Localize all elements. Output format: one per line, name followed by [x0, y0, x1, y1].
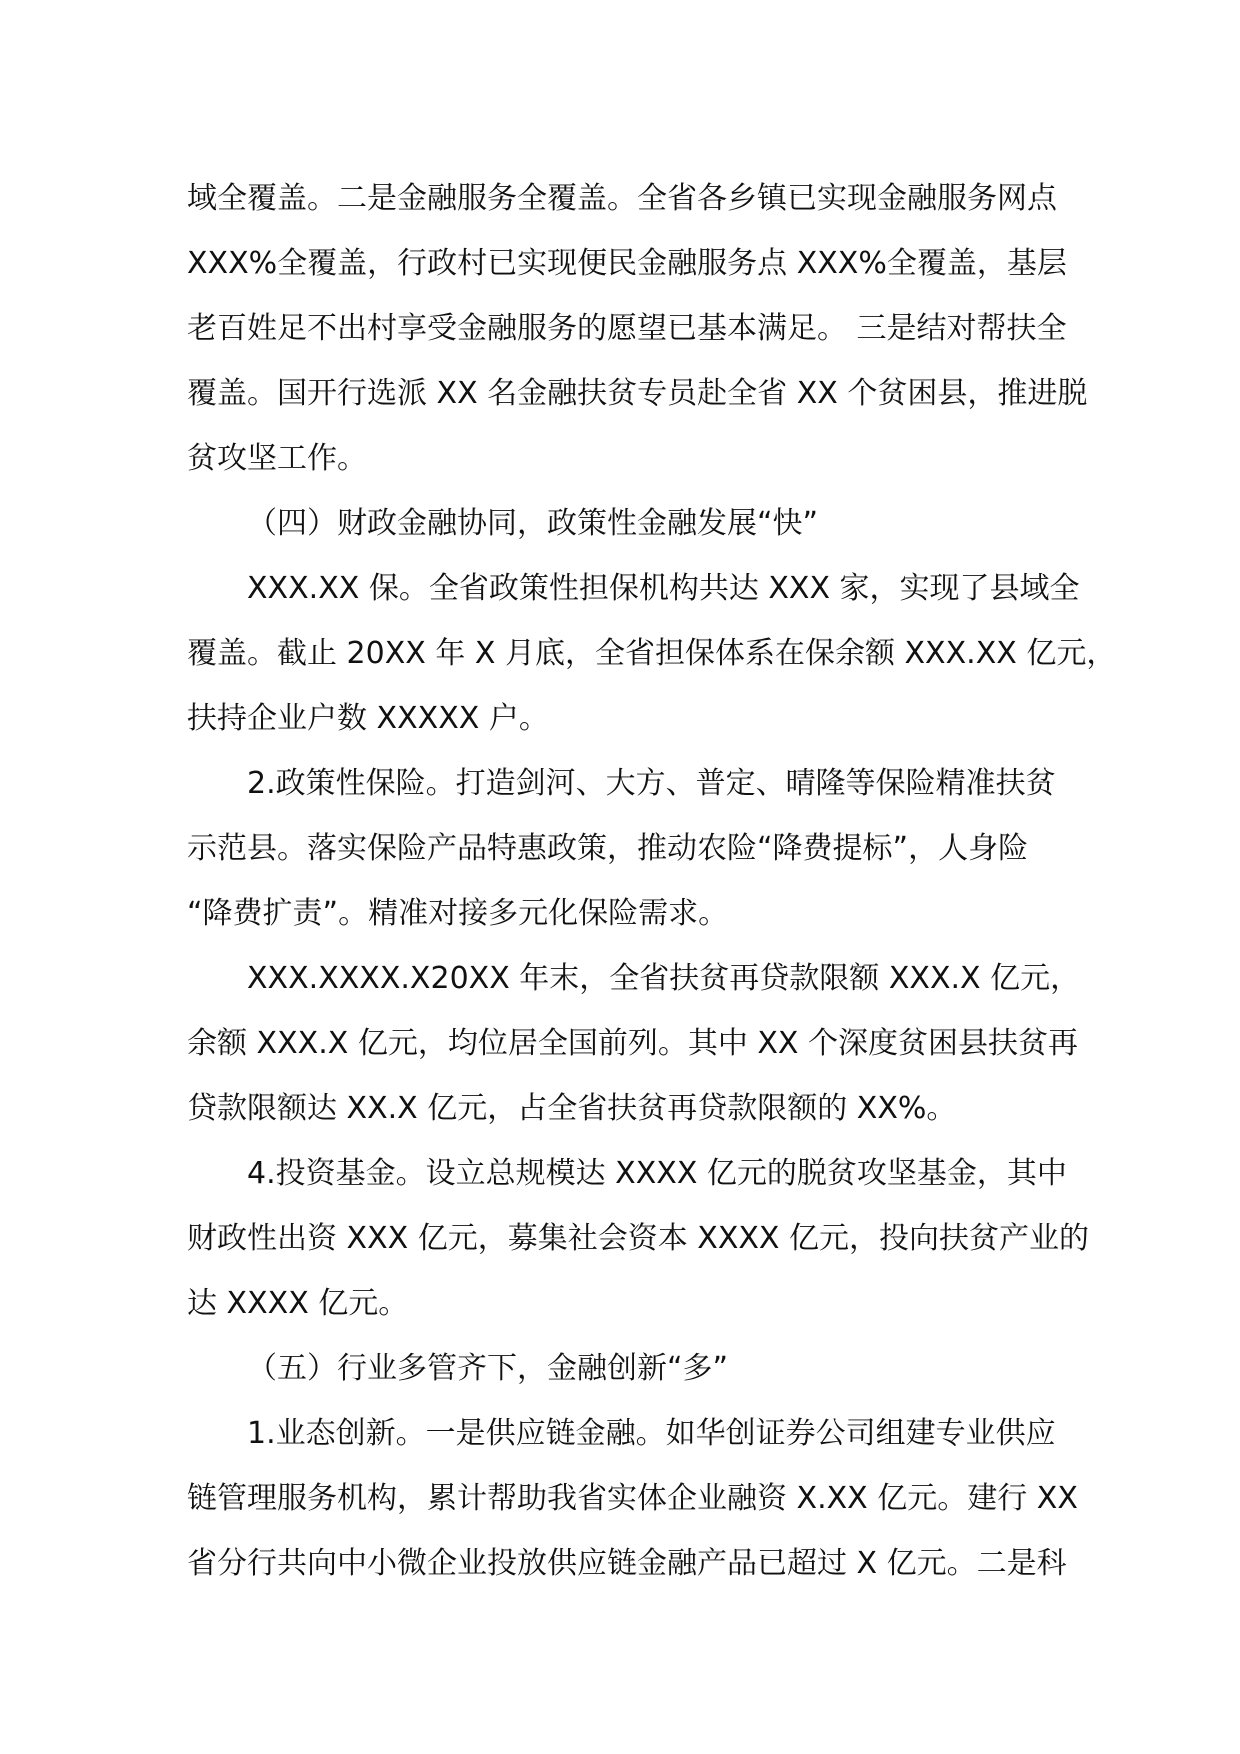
text-line: 扶持企业户数 XXXXX 户。	[187, 701, 549, 736]
text-line: “降费扩责”。精准对接多元化保险需求。	[187, 896, 729, 931]
section-heading: （四）财政金融协同，政策性金融发展“快”	[247, 506, 819, 541]
text-line: 达 XXXX 亿元。	[187, 1286, 409, 1321]
paragraph-first-line: 1.业态创新。一是供应链金融。如华创证券公司组建专业供应	[247, 1416, 1056, 1451]
text-line: 贷款限额达 XX.X 亿元，占全省扶贫再贷款限额的 XX%。	[187, 1091, 957, 1126]
paragraph-first-line: XXX.XX 保。全省政策性担保机构共达 XXX 家，实现了县域全	[247, 571, 1080, 606]
text-line: 链管理服务机构，累计帮助我省实体企业融资 X.XX 亿元。建行 XX	[187, 1481, 1078, 1516]
section-heading: （五）行业多管齐下，金融创新“多”	[247, 1351, 729, 1386]
text-line: 示范县。落实保险产品特惠政策，推动农险“降费提标”，人身险	[187, 831, 1029, 866]
text-line: 余额 XXX.X 亿元，均位居全国前列。其中 XX 个深度贫困县扶贫再	[187, 1026, 1078, 1061]
text-line: XXX%全覆盖，行政村已实现便民金融服务点 XXX%全覆盖，基层	[187, 246, 1067, 281]
text-line: 老百姓足不出村享受金融服务的愿望已基本满足。 三是结对帮扶全	[187, 311, 1067, 346]
text-line: 贫攻坚工作。	[187, 441, 367, 476]
text-line: 覆盖。国开行选派 XX 名金融扶贫专员赴全省 XX 个贫困县，推进脱	[187, 376, 1088, 411]
text-line: 省分行共向中小微企业投放供应链金融产品已超过 X 亿元。二是科	[187, 1546, 1067, 1581]
paragraph-first-line: 4.投资基金。设立总规模达 XXXX 亿元的脱贫攻坚基金，其中	[247, 1156, 1067, 1191]
text-line: 域全覆盖。二是金融服务全覆盖。全省各乡镇已实现金融服务网点	[187, 181, 1057, 216]
paragraph-first-line: 2.政策性保险。打造剑河、大方、普定、晴隆等保险精准扶贫	[247, 766, 1056, 801]
text-line: 财政性出资 XXX 亿元，募集社会资本 XXXX 亿元，投向扶贫产业的	[187, 1221, 1090, 1256]
text-line: 覆盖。截止 20XX 年 X 月底，全省担保体系在保余额 XXX.XX 亿元，	[187, 636, 1117, 671]
paragraph-first-line: XXX.XXXX.X20XX 年末，全省扶贫再贷款限额 XXX.X 亿元，	[247, 961, 1081, 996]
document-body	[187, 166, 1117, 1596]
